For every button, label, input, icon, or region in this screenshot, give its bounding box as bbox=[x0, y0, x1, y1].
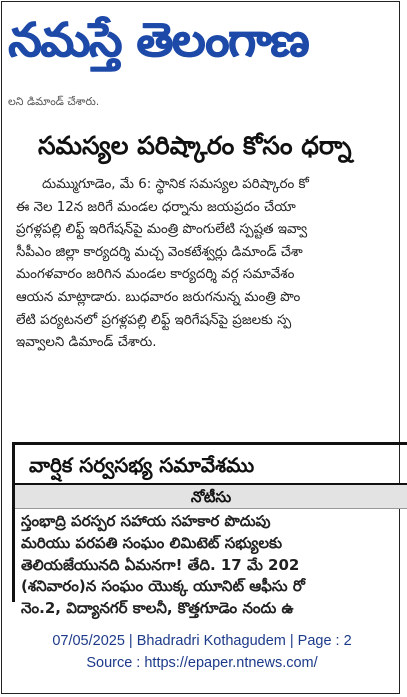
article-line: దుమ్ముగూడెం, మే 6: స్థానిక సమస్యల పరిష్కారం కో bbox=[42, 177, 309, 192]
newspaper-masthead: నమస్తే తెలంగాణ bbox=[8, 13, 308, 68]
article-line: ఇవ్వాలని డిమాండ్ చేశారు. bbox=[16, 335, 157, 351]
article-line: సీపీఎం జిల్లా కార్యదర్శి మచ్చ వెంకటేశ్వర్లు డిమాండ్ చేశా bbox=[16, 244, 303, 260]
epaper-clipping bbox=[1, 1, 400, 694]
previous-article-tail: లని డిమాండ్ చేశారు. bbox=[8, 95, 100, 108]
article-body bbox=[16, 174, 402, 376]
article-line: ఈ నెల 12న జరిగే మండల ధర్నాను జయప్రదం చేయా bbox=[16, 199, 296, 215]
footer-source: Source : https://epaper.ntnews.com/ bbox=[86, 655, 318, 671]
article-line: లేటి పర్యటనలో ప్రగళ్లపల్లి లిఫ్ట్ ఇరిగేషన్‌పై ప్రజలకు స్ప bbox=[16, 312, 292, 328]
meeting-notice-box bbox=[12, 442, 407, 618]
notice-label: నోటీసు bbox=[15, 485, 407, 509]
notice-heading: వార్షిక సర్వసభ్య సమావేశము bbox=[15, 445, 407, 485]
article-line: మంగళవారం జరిగిన మండల కార్యదర్శి వర్గ సమావేశం bbox=[16, 267, 295, 283]
notice-line: తెలియజేయునది ఏమనగా! తేది. 17 మే 202 bbox=[21, 555, 300, 574]
footer-date-edition: 07/05/2025 | Bhadradri Kothagudem | Page : 2 bbox=[52, 633, 352, 649]
article-headline: సమస్యల పరిష్కారం కోసం ధర్నా bbox=[38, 131, 352, 160]
article-line: ప్రగళ్లపల్లి లిఫ్ట్ ఇరిగేషన్‌పై మంత్రి పొంగులేటి స్పష్టత ఇవ్వా bbox=[16, 222, 308, 238]
notice-line: నెం.2, విద్యానగర్ కాలనీ, కొత్తగూడెం నందు ఉ bbox=[21, 599, 294, 618]
notice-line: మరియు పరపతి సంఘం లిమిటెట్ సభ్యులకు bbox=[21, 533, 283, 552]
source-footer bbox=[2, 630, 402, 674]
notice-line: (శనివారం)న సంఘం యొక్క యూనిట్ ఆఫీసు రో bbox=[21, 577, 305, 596]
article-line: ఆయన మాట్లాడారు. బుధవారం జరుగనున్న మంత్రి పొం bbox=[16, 289, 301, 305]
notice-body bbox=[21, 511, 407, 620]
notice-line: స్తంభాద్రి పరస్పర సహాయ సహకార పొదుపు bbox=[21, 512, 271, 530]
